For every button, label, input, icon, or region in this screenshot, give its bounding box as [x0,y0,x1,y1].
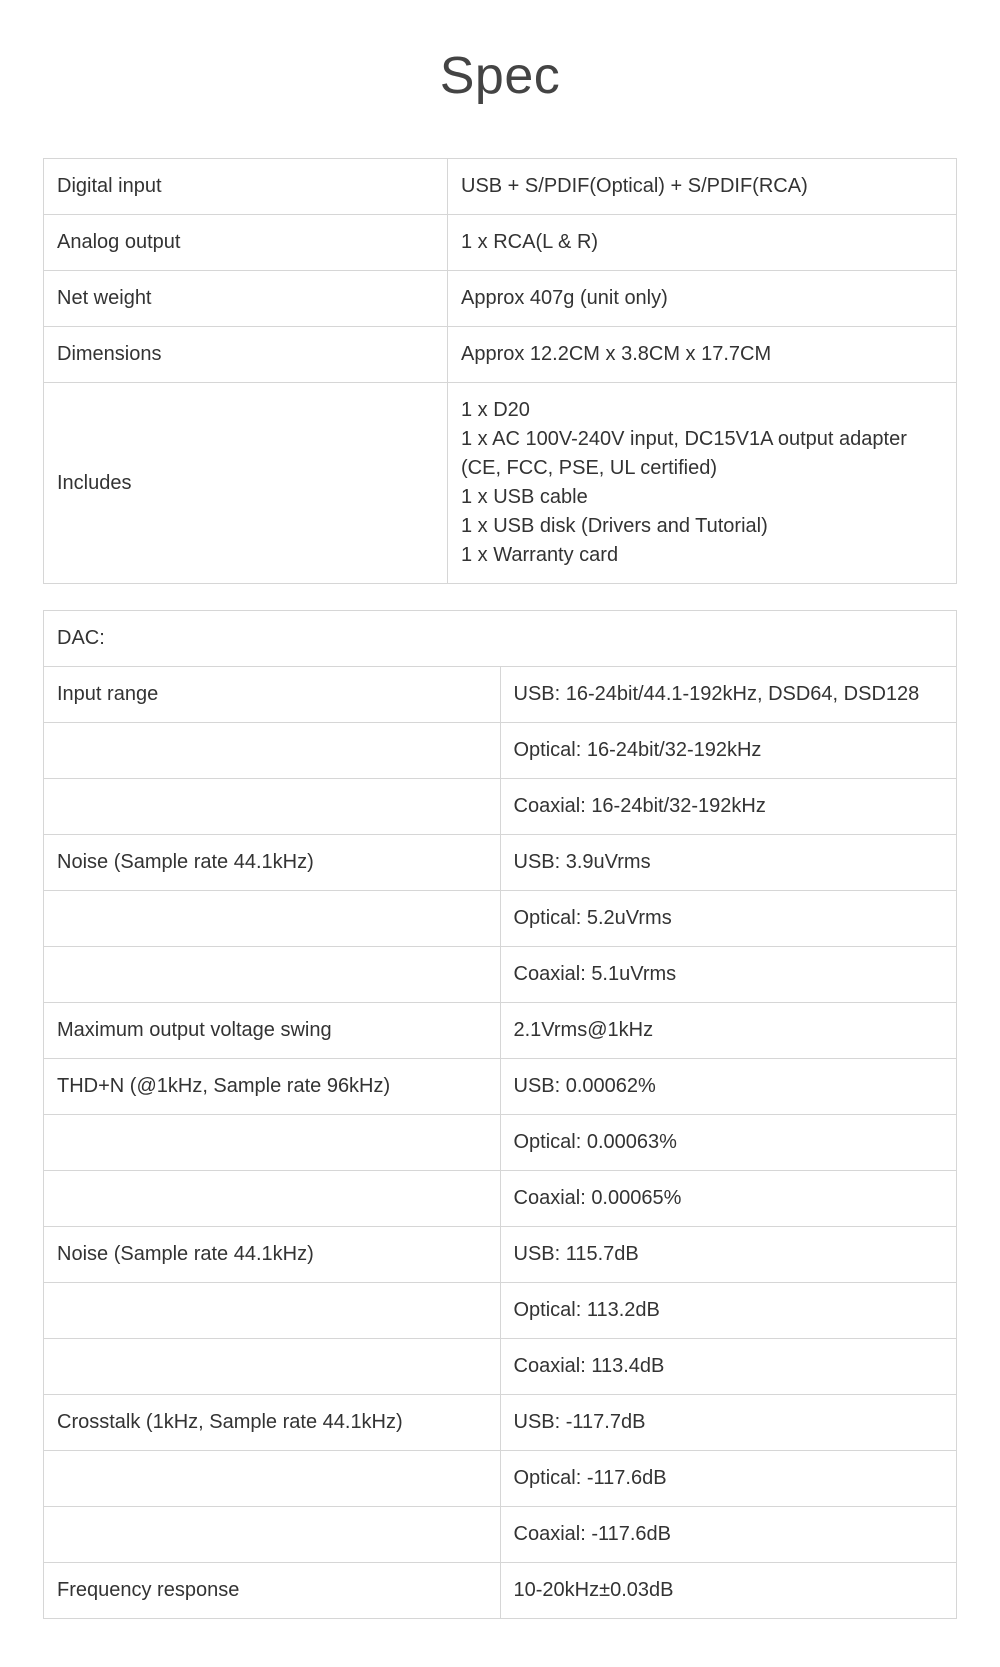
table-row [44,1283,957,1339]
includes-item: 1 x Warranty card [461,544,619,566]
dac-heading-row [44,611,957,667]
dac-heading: DAC: [44,611,957,667]
spec-value: Coaxial: -117.6dB [500,1507,957,1563]
table-row [44,1451,957,1507]
spec-label: Maximum output voltage swing [44,1003,501,1059]
includes-item: 1 x USB disk (Drivers and Tutorial) [461,515,768,537]
includes-item: 1 x USB cable [461,486,588,508]
spec-label: Net weight [44,271,448,327]
spec-label: THD+N (@1kHz, Sample rate 96kHz) [44,1059,501,1115]
spec-value: Coaxial: 113.4dB [500,1339,957,1395]
table-row [44,1395,957,1451]
spec-label [44,723,501,779]
spec-label: Dimensions [44,327,448,383]
spec-value: 2.1Vrms@1kHz [500,1003,957,1059]
page-title: Spec [439,47,561,105]
spec-value: 10-20kHz±0.03dB [500,1563,957,1619]
dac-spec-table [43,610,957,1619]
spec-label: Analog output [44,215,448,271]
spec-label: Noise (Sample rate 44.1kHz) [44,835,501,891]
spec-value: 1 x RCA(L & R) [448,215,957,271]
spec-value: Optical: 5.2uVrms [500,891,957,947]
spec-value: Optical: -117.6dB [500,1451,957,1507]
spec-value: USB + S/PDIF(Optical) + S/PDIF(RCA) [448,159,957,215]
spec-label [44,1283,501,1339]
spec-label [44,779,501,835]
table-row [44,891,957,947]
table-row [44,1339,957,1395]
spec-label [44,1507,501,1563]
spec-label: Digital input [44,159,448,215]
spec-value: USB: 16-24bit/44.1-192kHz, DSD64, DSD128 [500,667,957,723]
spec-label [44,1339,501,1395]
spec-value: Coaxial: 0.00065% [500,1171,957,1227]
table-row [44,1059,957,1115]
spec-label: Noise (Sample rate 44.1kHz) [44,1227,501,1283]
table-row [44,947,957,1003]
spec-value: Approx 12.2CM x 3.8CM x 17.7CM [448,327,957,383]
table-row [44,667,957,723]
includes-list [448,383,957,584]
table-row [44,1507,957,1563]
spec-row-net-weight [44,271,957,327]
spec-value: USB: -117.7dB [500,1395,957,1451]
spec-value: USB: 3.9uVrms [500,835,957,891]
spec-value: Coaxial: 5.1uVrms [500,947,957,1003]
spec-row-digital-input [44,159,957,215]
spec-value: USB: 0.00062% [500,1059,957,1115]
spec-label [44,1451,501,1507]
general-spec-table [43,158,957,584]
table-row [44,1115,957,1171]
includes-item: (CE, FCC, PSE, UL certified) [461,457,717,479]
spec-row-dimensions [44,327,957,383]
table-row [44,723,957,779]
spec-value: Optical: 0.00063% [500,1115,957,1171]
spec-row-includes [44,383,957,584]
spec-label [44,1115,501,1171]
spec-label: Input range [44,667,501,723]
spec-value: Approx 407g (unit only) [448,271,957,327]
spec-label: Crosstalk (1kHz, Sample rate 44.1kHz) [44,1395,501,1451]
spec-label [44,947,501,1003]
spec-value: Coaxial: 16-24bit/32-192kHz [500,779,957,835]
spec-label: Frequency response [44,1563,501,1619]
table-row [44,1003,957,1059]
spec-value: Optical: 113.2dB [500,1283,957,1339]
spec-label [44,891,501,947]
spec-label [44,1171,501,1227]
spec-row-analog-output [44,215,957,271]
table-row [44,1227,957,1283]
table-row [44,779,957,835]
includes-item: 1 x D20 [461,399,530,421]
table-row [44,1171,957,1227]
table-row [44,1563,957,1619]
spec-value: USB: 115.7dB [500,1227,957,1283]
table-row [44,835,957,891]
spec-value: Optical: 16-24bit/32-192kHz [500,723,957,779]
includes-item: 1 x AC 100V-240V input, DC15V1A output adapter [461,428,907,450]
spec-label: Includes [44,383,448,584]
